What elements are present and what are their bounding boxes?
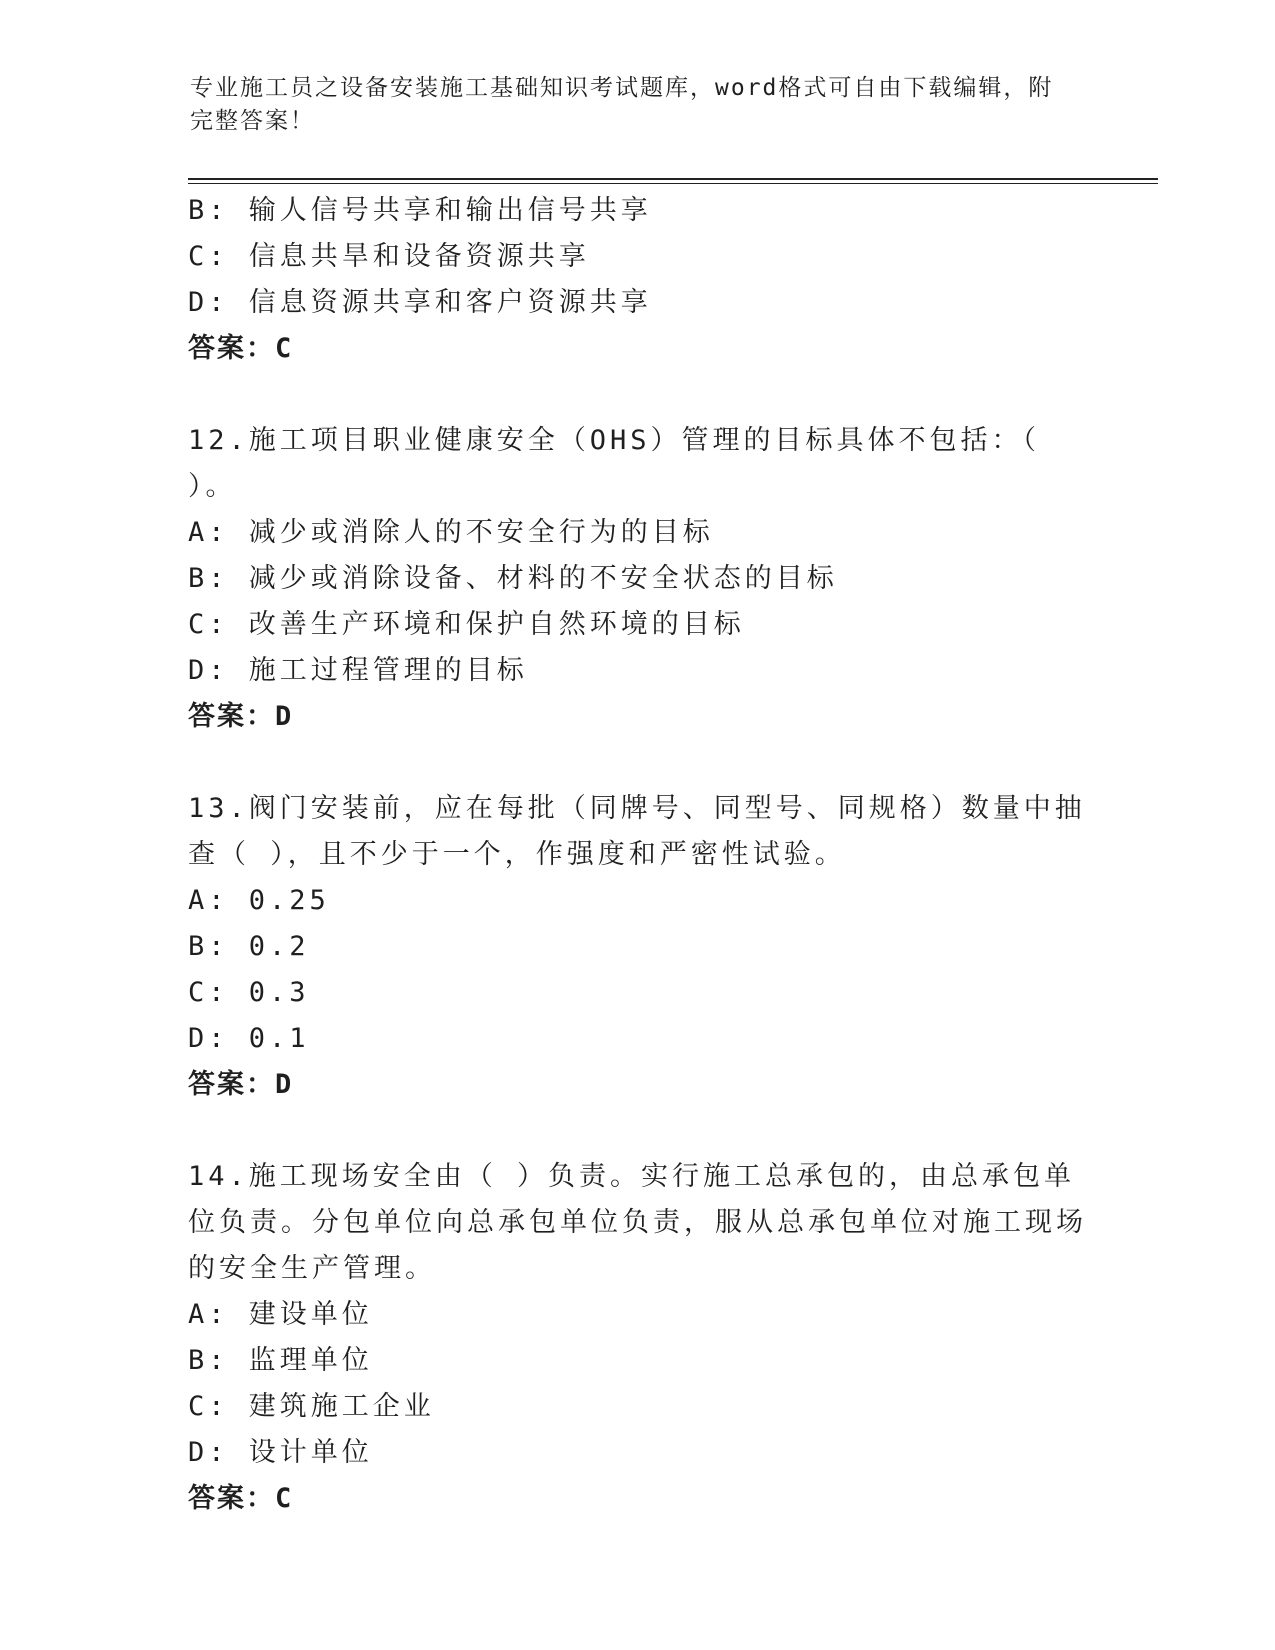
answer-line: 答案：D (188, 701, 294, 732)
question-text: 14.施工现场安全由（ ）负责。实行施工总承包的，由总承包单位负责。分包单位向总承包单位负责，服从总承包单位对施工现场的安全生产管理。 (188, 1161, 1087, 1284)
option-d: D: 0.1 (188, 1023, 310, 1054)
option-b: B: 减少或消除设备、材料的不安全状态的目标 (188, 563, 838, 594)
option-d: D: 信息资源共享和客户资源共享 (188, 287, 652, 318)
question-text: 13.阀门安装前，应在每批（同牌号、同型号、同规格）数量中抽查（ ），且不少于一个，作强度和严密性试验。 (188, 793, 1086, 870)
option-b: B: 0.2 (188, 931, 310, 962)
option-b: B: 输人信号共享和输出信号共享 (188, 195, 652, 226)
option-c: C: 建筑施工企业 (188, 1391, 435, 1422)
option-a: A: 0.25 (188, 885, 330, 916)
header-rule-thick (188, 178, 1158, 180)
question-12 (188, 418, 1088, 740)
header-rule-thin (188, 183, 1158, 184)
prev-question (188, 188, 1088, 372)
answer-line: 答案：C (188, 333, 294, 364)
question-13 (188, 786, 1088, 1108)
option-c: C: 改善生产环境和保护自然环境的目标 (188, 609, 745, 640)
option-c: C: 信息共旱和设备资源共享 (188, 241, 590, 272)
answer-line: 答案：D (188, 1069, 294, 1100)
option-a: A: 建设单位 (188, 1299, 373, 1330)
answer-line: 答案：C (188, 1483, 294, 1514)
option-d: D: 设计单位 (188, 1437, 373, 1468)
question-list (188, 188, 1088, 1522)
spacer (188, 372, 1088, 418)
option-d: D: 施工过程管理的目标 (188, 655, 528, 686)
spacer (188, 740, 1088, 786)
document-header: 专业施工员之设备安装施工基础知识考试题库，word格式可自由下载编辑，附完整答案！ (190, 75, 1054, 134)
option-b: B: 监理单位 (188, 1345, 373, 1376)
option-c: C: 0.3 (188, 977, 310, 1008)
spacer (188, 1108, 1088, 1154)
option-a: A: 减少或消除人的不安全行为的目标 (188, 517, 714, 548)
question-14 (188, 1154, 1088, 1522)
question-text: 12.施工项目职业健康安全（OHS）管理的目标具体不包括：（ ）。 (188, 425, 1041, 502)
